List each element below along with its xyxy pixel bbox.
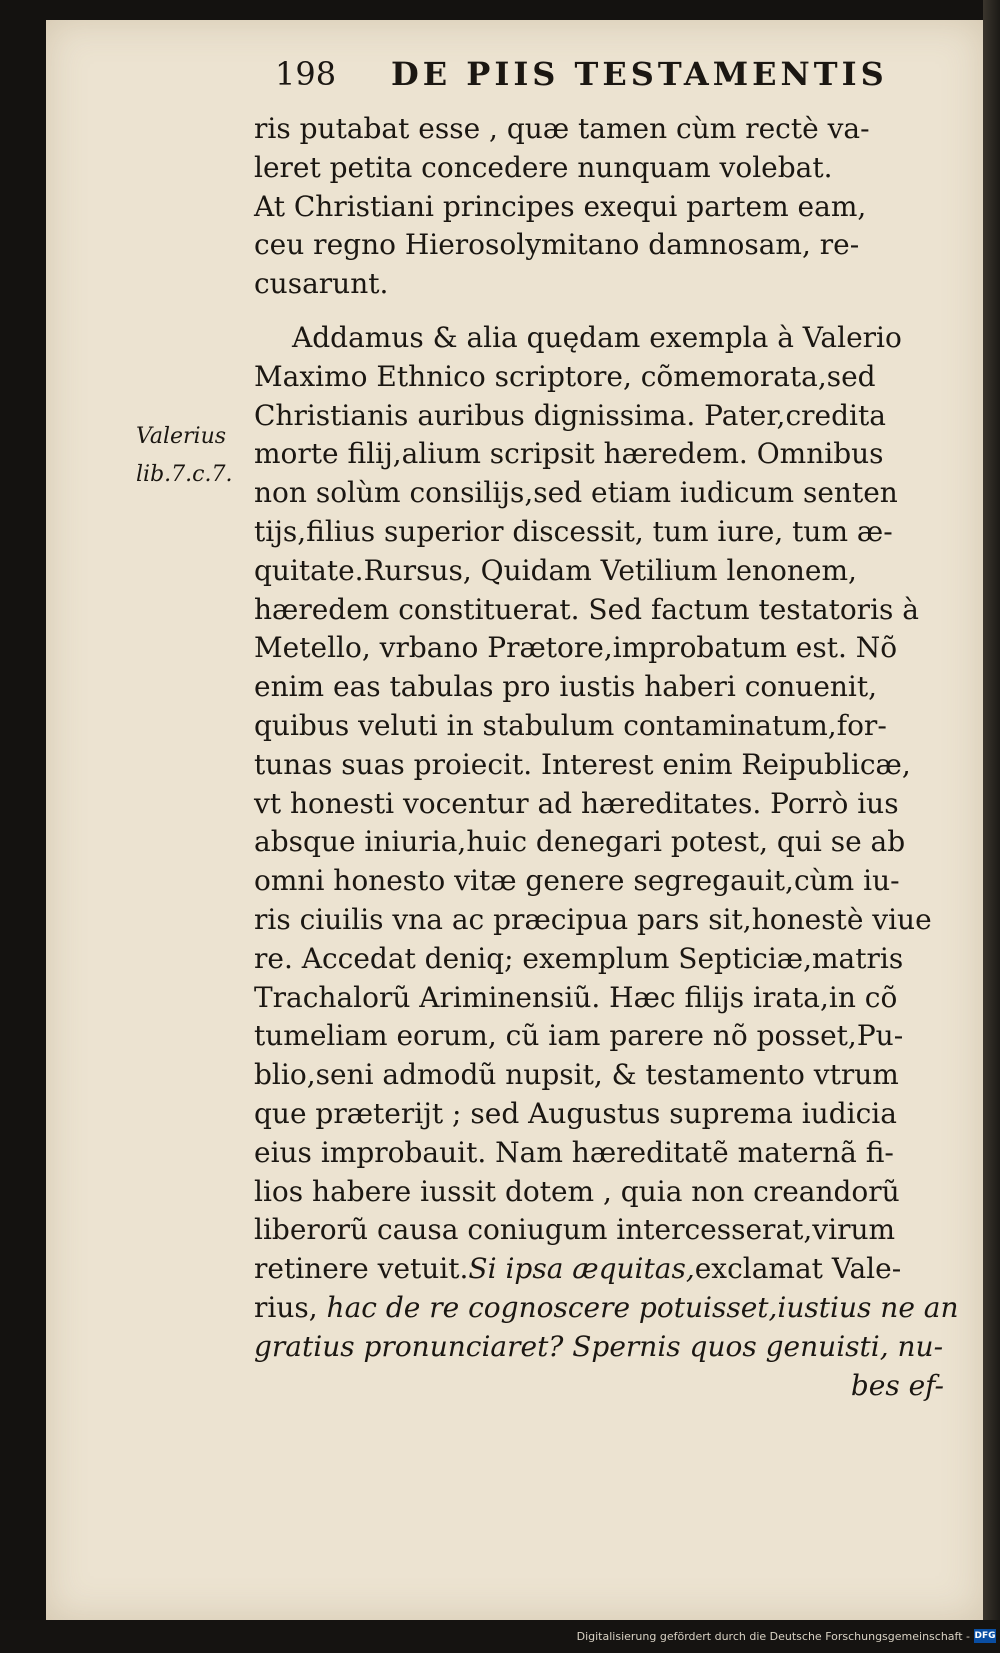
text-line: cusarunt. [254,267,389,301]
text-line: quitate.Rursus, Quidam Vetilium lenonem, [254,553,857,587]
text-line: Christianis auribus dignissima. Pater,credita [254,398,886,432]
text-line: lios habere iussit dotem , quia non creandorũ [254,1174,900,1208]
footer-bar [0,1620,1000,1653]
page-edge [983,0,1000,1620]
body-text [254,110,959,1405]
text-line: blio,seni admodũ nupsit, & testamento vtrum [254,1058,899,1092]
text-line: morte filij,alium scripsit hæredem. Omnibus [254,437,884,471]
text-line: Trachalorũ Ariminensiũ. Hæc filijs irata,in cõ [254,980,898,1014]
text-line: gratius pronunciaret? Spernis quos genuisti, nu- [254,1329,944,1363]
text-italic: Si ipsa æquitas, [468,1252,695,1286]
text-line: At Christiani principes exequi partem eam, [254,189,867,223]
margin-note-author: Valerius [136,424,227,449]
text-line: enim eas tabulas pro iustis haberi conuenit, [254,670,878,704]
page-header [275,55,935,105]
text-line: omni honesto vitæ genere segregauit,cùm iu- [254,864,900,898]
folio-number: 198 [275,55,337,93]
text-roman: exclamat Vale- [694,1252,902,1286]
text-line: ceu regno Hierosolymitano damnosam, re- [254,228,860,262]
text-line: Maximo Ethnico scriptore, cõmemorata,sed [254,359,876,393]
text-line: tijs,filius superior discessit, tum iure, tum æ- [254,514,893,548]
catchword: bes ef- [850,1368,944,1402]
text-line [254,1289,959,1328]
text-line: tunas suas proiecit. Interest enim Reipublicæ, [254,747,911,781]
text-italic: hac de re cognoscere potuisset,iustius ne an [326,1290,959,1324]
text-line [254,1250,944,1289]
text-line: eius improbauit. Nam hæreditatẽ maternã fi- [254,1135,894,1169]
paragraph-gap [254,304,944,319]
text-line: ris putabat esse , quæ tamen cùm rectè va- [254,112,870,145]
text-roman: retinere vetuit. [254,1252,469,1286]
text-line: liberorũ causa coniugum intercesserat,virum [254,1213,896,1247]
text-line: Metello, vrbano Prætore,improbatum est. Nõ [254,631,898,665]
text-line: re. Accedat deniq; exemplum Septiciæ,matris [254,941,904,975]
running-title: DE PIIS TESTAMENTIS [391,55,888,93]
text-line: leret petita concedere nunquam volebat. [254,150,833,184]
text-line: quibus veluti in stabulum contaminatum,for- [254,708,887,742]
margin-note [136,418,256,494]
text-line: ris ciuilis vna ac præcipua pars sit,honestè viue [254,902,932,936]
text-line: non solùm consilijs,sed etiam iudicum senten [254,476,898,510]
text-line: tumeliam eorum, cũ iam parere nõ posset,Pu- [254,1019,904,1053]
text-line: hæredem constituerat. Sed factum testatoris à [254,592,919,626]
dfg-logo-icon: DFG [974,1631,996,1641]
text-line: Addamus & alia quędam exempla à Valerio [292,320,902,354]
margin-note-reference: lib.7.c.7. [136,462,233,487]
text-line: vt honesti vocentur ad hæreditates. Porrò ius [254,786,899,820]
funding-credit: Digitalisierung gefördert durch die Deutsche Forschungsgemeinschaft - [576,1630,970,1643]
text-line: que præterijt ; sed Augustus suprema iudicia [254,1096,897,1130]
text-roman: rius, [254,1290,327,1324]
text-line: absque iniuria,huic denegari potest, qui se ab [254,825,906,859]
